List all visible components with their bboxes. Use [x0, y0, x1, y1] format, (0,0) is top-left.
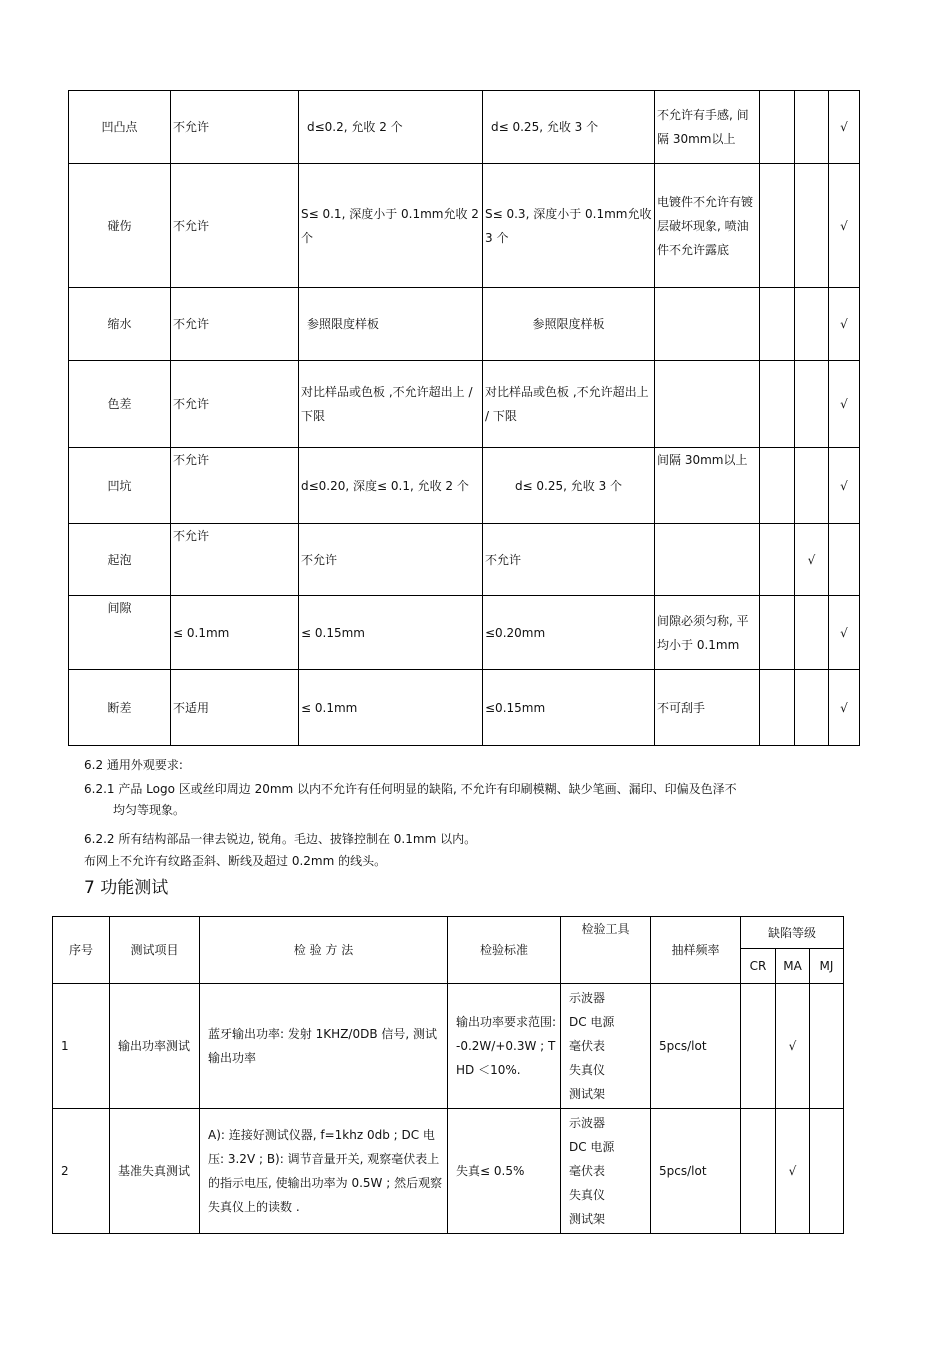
header-item: 测试项目 [110, 917, 200, 984]
cell: 不适用 [171, 670, 299, 746]
ma-cell [795, 361, 829, 448]
cell: ≤0.15mm [483, 670, 655, 746]
test-tools [561, 1109, 651, 1234]
cell [655, 524, 760, 596]
header-ma: MA [776, 949, 810, 984]
mj-cell: √ [829, 164, 860, 288]
cell: 不允许 [171, 524, 299, 596]
tool: 毫伏表 [569, 1039, 606, 1053]
section-6-2-heading: 6.2 通用外观要求: [84, 758, 183, 772]
table-row [69, 670, 860, 746]
header-frequency: 抽样频率 [651, 917, 741, 984]
cr-cell [760, 670, 795, 746]
paragraph-6-2-2-line1: 6.2.2 所有结构部品一律去锐边, 锐角。毛边、披锋控制在 0.1mm 以内。 [84, 832, 477, 846]
defect-item: 断差 [69, 670, 171, 746]
defect-item: 凹坑 [69, 448, 171, 524]
cell: 间隙必须匀称, 平均小于 0.1mm [655, 596, 760, 670]
table-row [69, 164, 860, 288]
tool: 示波器 [569, 991, 606, 1005]
cell: 不允许 [171, 91, 299, 164]
mj-cell: √ [829, 448, 860, 524]
cell: ≤ 0.1mm [171, 596, 299, 670]
cell: 对比样品或色板 ,不允许超出上 / 下限 [483, 361, 655, 448]
table-row [69, 448, 860, 524]
cr-cell [760, 288, 795, 361]
sampling-frequency: 5pcs/lot [651, 984, 741, 1109]
cell: ≤ 0.1mm [299, 670, 483, 746]
test-tools [561, 984, 651, 1109]
tool: DC 电源 [569, 1140, 615, 1154]
ma-cell: √ [776, 984, 810, 1109]
cr-cell [760, 524, 795, 596]
header-tool: 检验工具 [561, 917, 651, 984]
section-7-heading: 7 功能测试 [84, 878, 169, 898]
cell: S≤ 0.3, 深度小于 0.1mm允收 3 个 [483, 164, 655, 288]
mj-cell: √ [829, 670, 860, 746]
cell: 不允许 [171, 361, 299, 448]
header-no: 序号 [53, 917, 110, 984]
table-row [53, 984, 844, 1109]
tool: 测试架 [569, 1087, 606, 1101]
sampling-frequency: 5pcs/lot [651, 1109, 741, 1234]
defect-item: 缩水 [69, 288, 171, 361]
cell: 电镀件不允许有镀层破坏现象, 喷油件不允许露底 [655, 164, 760, 288]
header-cr: CR [741, 949, 776, 984]
cell: 参照限度样板 [299, 288, 483, 361]
cell: 对比样品或色板 ,不允许超出上 / 下限 [299, 361, 483, 448]
header-method: 检 验 方 法 [200, 917, 448, 984]
cell: d≤ 0.25, 允收 3 个 [483, 91, 655, 164]
test-standard: 失真≤ 0.5% [448, 1109, 561, 1234]
cr-cell [760, 91, 795, 164]
cell: 不允许有手感, 间隔 30mm以上 [655, 91, 760, 164]
cell: ≤0.20mm [483, 596, 655, 670]
mj-cell [829, 524, 860, 596]
header-row [53, 917, 844, 949]
cell: 不允许 [171, 288, 299, 361]
row-no: 1 [53, 984, 110, 1109]
cr-cell [760, 596, 795, 670]
header-standard: 检验标准 [448, 917, 561, 984]
header-defect-level: 缺陷等级 [741, 917, 844, 949]
paragraph-6-2-2-line2: 布网上不允许有纹路歪斜、断线及超过 0.2mm 的线头。 [84, 854, 387, 868]
cr-cell [760, 164, 795, 288]
defect-item: 起泡 [69, 524, 171, 596]
mj-cell [810, 984, 844, 1109]
test-item: 基准失真测试 [110, 1109, 200, 1234]
ma-cell [795, 288, 829, 361]
cr-cell [760, 448, 795, 524]
test-standard: 输出功率要求范围: -0.2W/+0.3W ; THD ＜10%. [448, 984, 561, 1109]
ma-cell [795, 670, 829, 746]
paragraph-6-2-1-line1: 6.2.1 产品 Logo 区或丝印周边 20mm 以内不允许有任何明显的缺陷, 不允许有印刷模糊、缺少笔画、漏印、印偏及色泽不 [84, 782, 737, 796]
ma-cell [795, 164, 829, 288]
ma-cell [795, 91, 829, 164]
table-row [53, 1109, 844, 1234]
tool: 失真仪 [569, 1188, 606, 1202]
function-test-table [52, 916, 844, 1234]
cell: S≤ 0.1, 深度小于 0.1mm允收 2 个 [299, 164, 483, 288]
tool: 失真仪 [569, 1063, 606, 1077]
table-row [69, 361, 860, 448]
cell: 不允许 [171, 448, 299, 524]
mj-cell: √ [829, 288, 860, 361]
table-row [69, 288, 860, 361]
ma-cell: √ [795, 524, 829, 596]
cell: 不允许 [299, 524, 483, 596]
defect-item: 间隙 [69, 596, 171, 670]
cell: 参照限度样板 [483, 288, 655, 361]
table-row [69, 524, 860, 596]
cell: d≤0.2, 允收 2 个 [299, 91, 483, 164]
test-method: 蓝牙输出功率: 发射 1KHZ/0DB 信号, 测试输出功率 [200, 984, 448, 1109]
tool: 示波器 [569, 1116, 606, 1130]
cell: d≤0.20, 深度≤ 0.1, 允收 2 个 [299, 448, 483, 524]
mj-cell [810, 1109, 844, 1234]
cell: d≤ 0.25, 允收 3 个 [483, 448, 655, 524]
tool: 毫伏表 [569, 1164, 606, 1178]
defect-item: 色差 [69, 361, 171, 448]
table-row [69, 596, 860, 670]
ma-cell: √ [776, 1109, 810, 1234]
test-method: A): 连接好测试仪器, f=1khz 0db ; DC 电压: 3.2V ; B): 调节音量开关, 观察毫伏表上的指示电压, 使输出功率为 0.5W ; 然后观察失真仪上的读数 . [200, 1109, 448, 1234]
tool: DC 电源 [569, 1015, 615, 1029]
row-no: 2 [53, 1109, 110, 1234]
defect-item: 碰伤 [69, 164, 171, 288]
mj-cell: √ [829, 91, 860, 164]
ma-cell [795, 448, 829, 524]
cr-cell [741, 984, 776, 1109]
cr-cell [760, 361, 795, 448]
ma-cell [795, 596, 829, 670]
cell [655, 288, 760, 361]
header-mj: MJ [810, 949, 844, 984]
cell [655, 361, 760, 448]
mj-cell: √ [829, 361, 860, 448]
cell: ≤ 0.15mm [299, 596, 483, 670]
cell: 不允许 [171, 164, 299, 288]
cr-cell [741, 1109, 776, 1234]
test-item: 输出功率测试 [110, 984, 200, 1109]
paragraph-6-2-1-line2: 均匀等现象。 [113, 803, 186, 817]
tool: 测试架 [569, 1212, 606, 1226]
mj-cell: √ [829, 596, 860, 670]
cell: 间隔 30mm以上 [655, 448, 760, 524]
cell: 不允许 [483, 524, 655, 596]
defect-table [68, 90, 860, 746]
table-row [69, 91, 860, 164]
defect-item: 凹凸点 [69, 91, 171, 164]
cell: 不可刮手 [655, 670, 760, 746]
